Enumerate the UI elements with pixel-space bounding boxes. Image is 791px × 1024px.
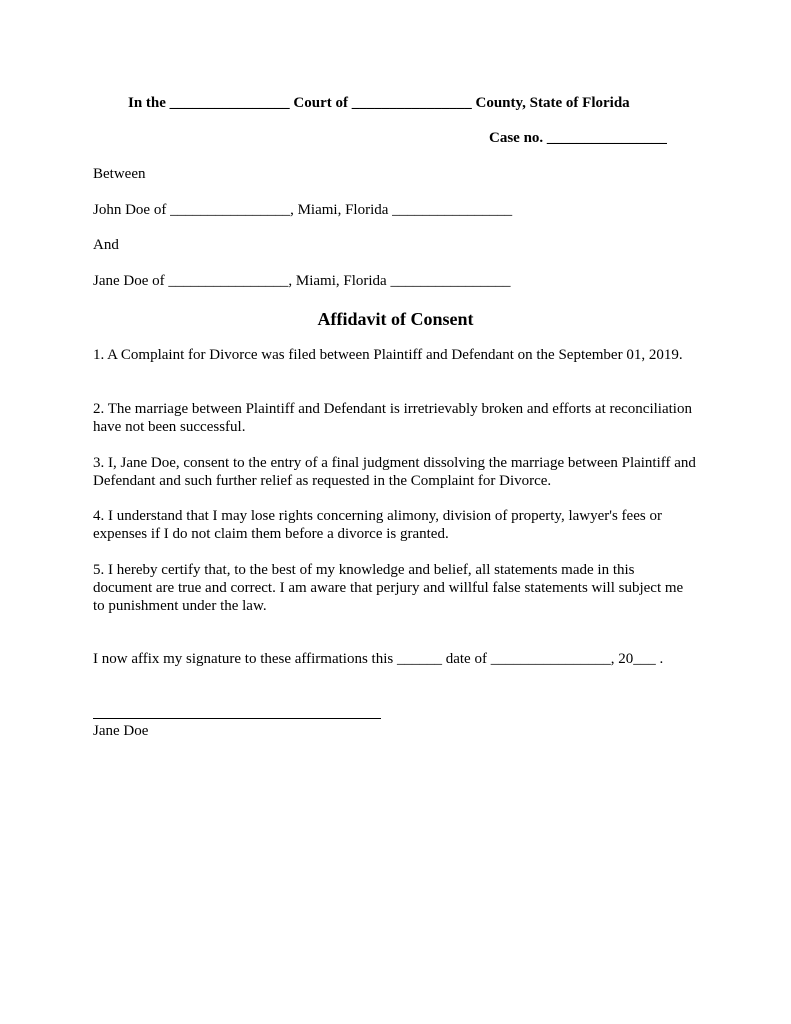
court-line: In the ________________ Court of ________________ County, State of Florida: [128, 95, 630, 111]
paragraph-5: 5. I hereby certify that, to the best of my knowledge and belief, all statements made in this document are true and correct. I am aware that perjury and willful false statements will subject me to punishment under the law.: [93, 562, 684, 614]
and-label: And: [93, 237, 119, 253]
between-label: Between: [93, 166, 146, 182]
paragraph-4: 4. I understand that I may lose rights concerning alimony, division of property, lawyer's fees or expenses if I do not claim them before a divorce is granted.: [93, 508, 662, 542]
paragraph-1: 1. A Complaint for Divorce was filed between Plaintiff and Defendant on the September 01, 2019.: [93, 347, 683, 363]
paragraph-3: 3. I, Jane Doe, consent to the entry of a final judgment dissolving the marriage between Plaintiff and Defendant and such further relief as requested in the Complaint for Divorce.: [93, 455, 696, 489]
paragraph-2: 2. The marriage between Plaintiff and Defendant is irretrievably broken and efforts at reconciliation have not been successful.: [93, 401, 692, 435]
party-defendant: Jane Doe of ________________, Miami, Florida ________________: [93, 273, 511, 289]
signer-name: Jane Doe: [93, 723, 149, 739]
signature-line: [93, 718, 381, 719]
case-number: Case no. ________________: [489, 130, 667, 146]
signature-affirmation: I now affix my signature to these affirmations this ______ date of ________________, 20___ .: [93, 651, 664, 667]
document-title: Affidavit of Consent: [317, 309, 474, 329]
party-plaintiff: John Doe of ________________, Miami, Florida ________________: [93, 202, 513, 218]
